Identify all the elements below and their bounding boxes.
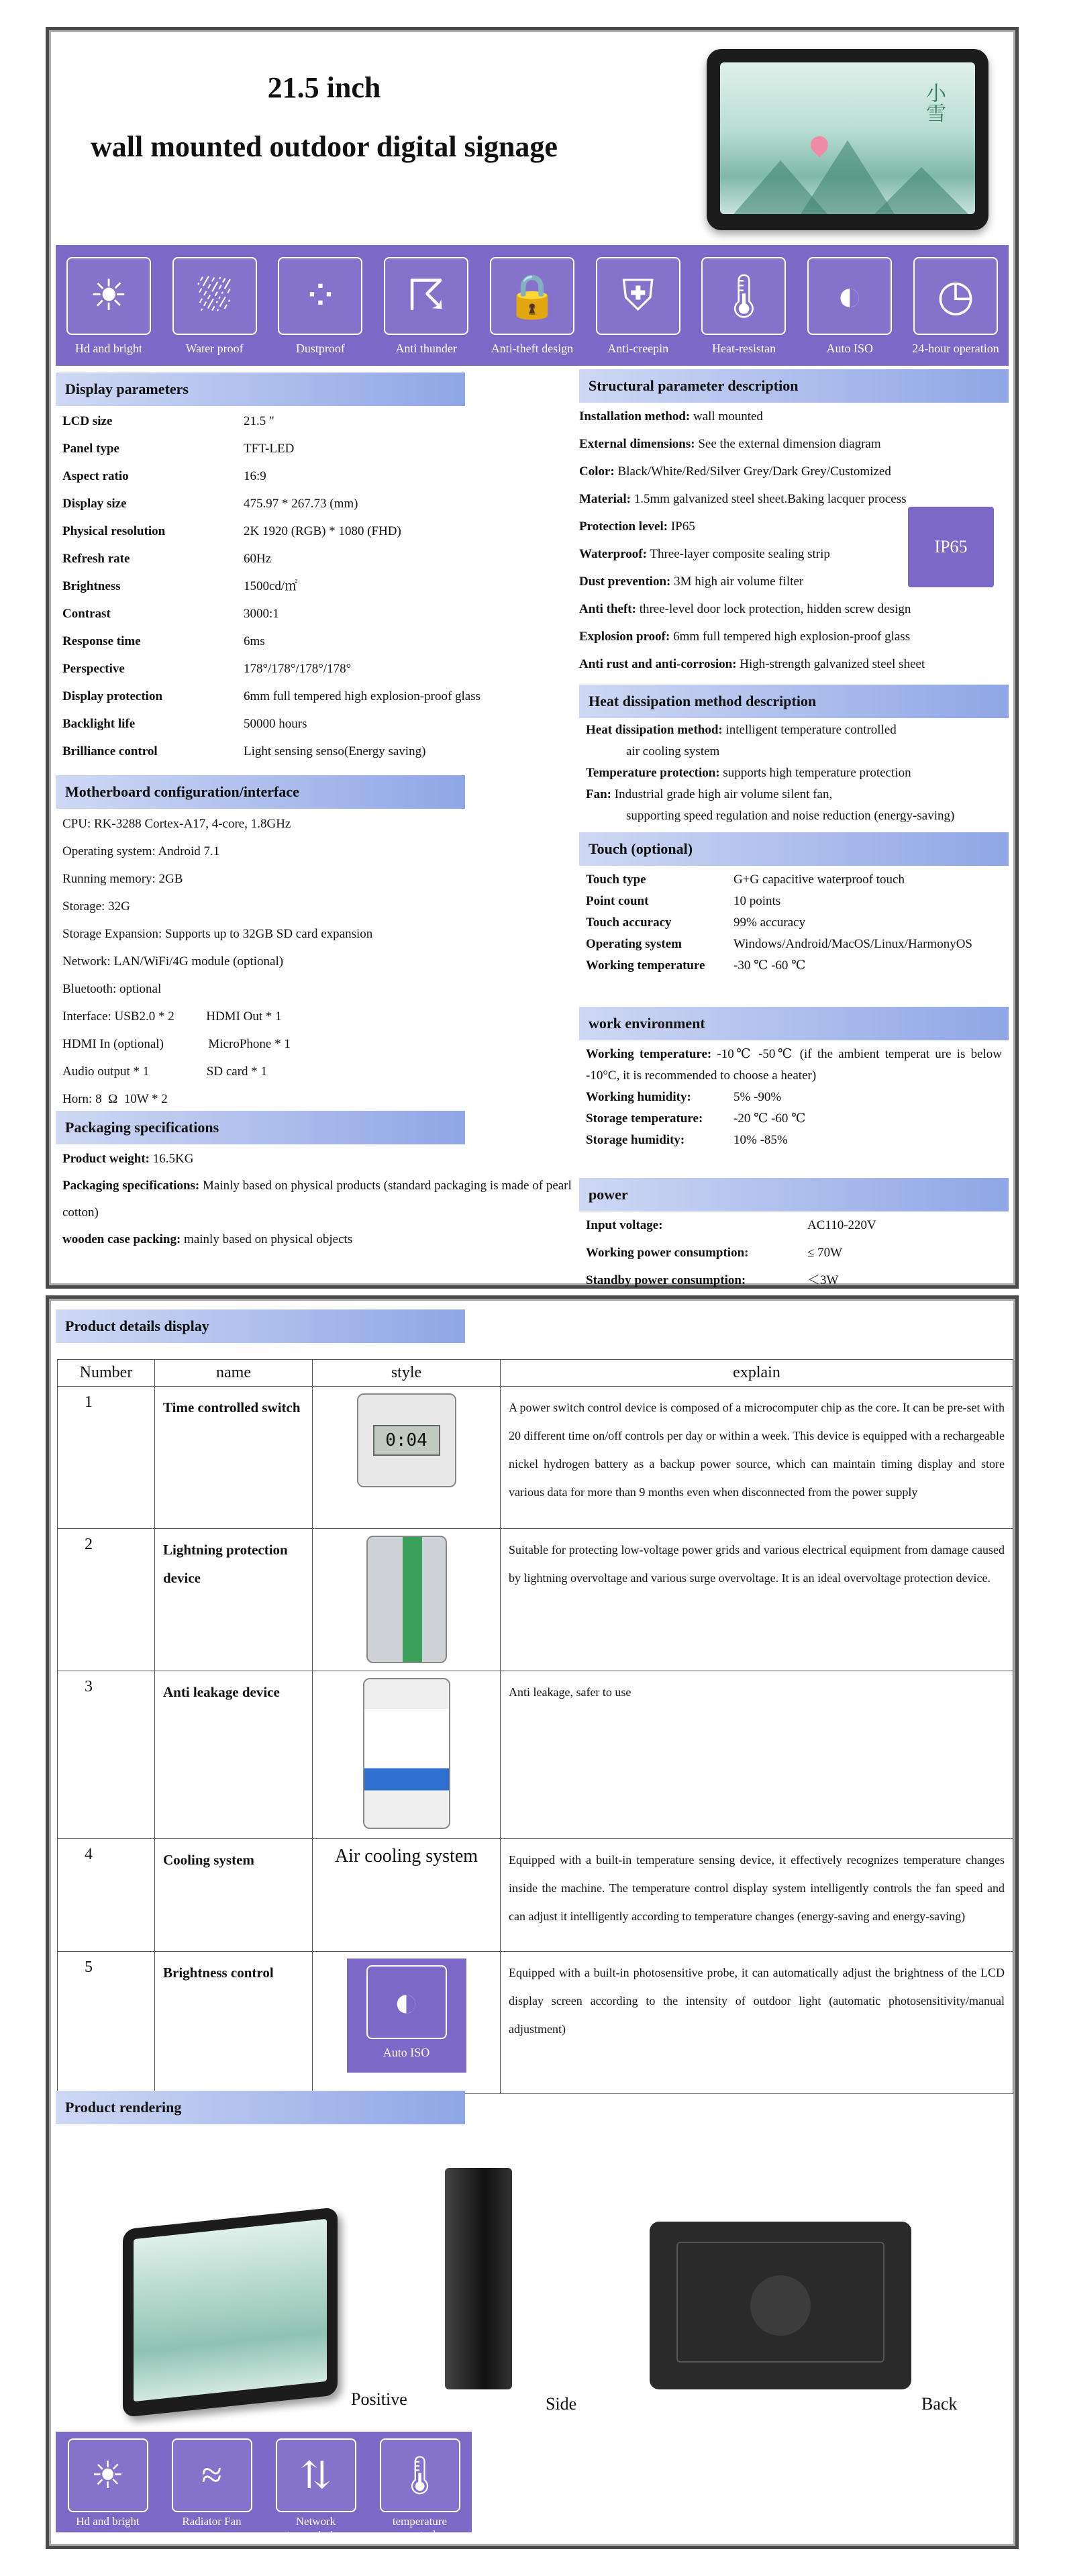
- motherboard-list: [62, 810, 593, 1113]
- spec-value: 16:9: [244, 469, 266, 483]
- spec-key: Working temperature: [586, 958, 705, 973]
- auto-iso-label: Auto ISO: [383, 2046, 430, 2059]
- spec-key: Installation method:: [579, 409, 691, 424]
- ip65-badge: [908, 507, 994, 587]
- col-style: style: [313, 1360, 501, 1387]
- motherboard-line: CPU: RK-3288 Cortex-A17, 4-core, 1.8GHz: [62, 817, 291, 831]
- spec-row: [579, 595, 1015, 623]
- display-parameters-heading: Display parameters: [56, 373, 465, 406]
- spec-value: air cooling system: [626, 744, 720, 758]
- env-temp-value: -10℃ -50℃ (if the ambient temperat ure is below -10°C, it is recommended to choose a heater): [586, 1047, 1002, 1083]
- spec-value: ≤ 70W: [807, 1246, 843, 1260]
- spec-key: LCD size: [62, 414, 113, 428]
- lock-icon: 🔒: [490, 257, 574, 335]
- bottom-feature-tile: [376, 2438, 464, 2541]
- touch-heading: Touch (optional): [579, 832, 1009, 866]
- spec-key: Input voltage:: [586, 1218, 663, 1232]
- spec-value: 1500cd/㎡: [244, 579, 298, 593]
- spec-key: External dimensions:: [579, 437, 695, 451]
- spec-key: Material:: [579, 492, 631, 506]
- feature-icon-band: [56, 245, 1009, 366]
- spec-row: [586, 1087, 1002, 1108]
- spec-row: [586, 741, 1009, 762]
- surge-protector-image: [313, 1529, 501, 1671]
- heat-dissipation-list: [586, 720, 1009, 827]
- arrows-icon: ⇅: [276, 2438, 356, 2512]
- spec-value: AC110-220V: [807, 1218, 876, 1232]
- spec-value: 6ms: [244, 634, 265, 648]
- page-title-line1: 21.5 inch: [267, 71, 381, 104]
- feature-tile: [806, 257, 893, 356]
- ip65-badge-text: IP65: [934, 537, 968, 556]
- spec-row: [579, 403, 1015, 430]
- product-rendering-heading: Product rendering: [56, 2091, 465, 2124]
- spec-key: Standby power consumption:: [586, 1273, 746, 1287]
- product-details-table: [57, 1359, 1013, 2094]
- dust-grid-icon: ⁘: [278, 257, 362, 335]
- product-details-heading: Product details display: [56, 1309, 465, 1343]
- bottom-feature-tile: [168, 2438, 256, 2532]
- spec-row: [62, 738, 599, 765]
- sun-icon: ☀: [68, 2438, 148, 2512]
- spec-value: 6mm full tempered high explosion-proof glass: [244, 689, 481, 703]
- spec-key: Aspect ratio: [62, 469, 129, 483]
- spec-row: [62, 490, 599, 517]
- auto-iso-tile: [313, 1952, 501, 2094]
- spec-value: 1.5mm galvanized steel sheet.Baking lacquer process: [631, 492, 907, 506]
- spec-row: [586, 720, 1009, 741]
- water-drops-icon: ⛆: [172, 257, 257, 335]
- bottom-feature-tile: [64, 2438, 152, 2532]
- thermometer-icon: 🌡: [701, 257, 786, 335]
- spec-key: Brightness: [62, 579, 121, 593]
- spec-row: [586, 1130, 1002, 1151]
- row-number: 3: [58, 1671, 155, 1839]
- spec-key: Point count: [586, 894, 649, 908]
- env-temp-key: Working temperature:: [586, 1047, 712, 1061]
- spec-value: 60Hz: [244, 552, 272, 566]
- spec-value: 3000:1: [244, 607, 279, 621]
- spec-key: Explosion proof:: [579, 630, 670, 644]
- spec-row: [586, 784, 1009, 805]
- spec-row: [62, 1173, 593, 1226]
- spec-value: 5% -90%: [733, 1090, 782, 1104]
- row-number: 4: [58, 1839, 155, 1952]
- page-title-line2: wall mounted outdoor digital signage: [91, 130, 558, 163]
- caption-back: Back: [921, 2394, 958, 2414]
- spec-key: Fan:: [586, 787, 611, 801]
- table-row: [58, 1952, 1013, 2094]
- back-view-image: [650, 2222, 911, 2389]
- leakage-breaker-image: [313, 1671, 501, 1839]
- details-panel: [46, 1295, 1019, 2549]
- touch-list: [586, 869, 1015, 977]
- spec-value: -30 ℃ -60 ℃: [733, 958, 806, 973]
- row-name: Brightness control: [155, 1952, 313, 2094]
- spec-row: [62, 462, 599, 490]
- hero-product-image: [707, 49, 988, 230]
- table-row: [58, 1671, 1013, 1839]
- feature-label: Hd and bright: [74, 342, 142, 355]
- display-parameters-list: [62, 407, 599, 765]
- row-name: Time controlled switch: [155, 1387, 313, 1529]
- feature-tile: [912, 257, 999, 356]
- spec-row: [62, 573, 599, 600]
- spec-key: Touch accuracy: [586, 915, 672, 930]
- spec-key: Storage humidity:: [586, 1133, 685, 1147]
- packaging-heading: Packaging specifications: [56, 1111, 465, 1144]
- row-number: 2: [58, 1529, 155, 1671]
- row-name: Lightning protection device: [155, 1529, 313, 1671]
- spec-value: TFT-LED: [244, 442, 295, 456]
- spec-value: wall mounted: [690, 409, 763, 424]
- row-explain: Equipped with a built-in temperature sensing device, it effectively recognizes temperature changes inside the machine. The temperature control display system intelligently controls the fan speed and can adjust it intelligently according to temperature changes (energy-saving and energy-saving): [501, 1839, 1013, 1952]
- spec-row: [579, 623, 1015, 650]
- feature-label: Anti thunder: [395, 342, 457, 355]
- spec-value: mainly based on physical objects: [181, 1232, 353, 1246]
- shield-icon: ⛨: [596, 257, 680, 335]
- bottom-feature-label: temperature control: [392, 2515, 448, 2541]
- spec-row: [579, 458, 1015, 485]
- spec-value: Windows/Android/MacOS/Linux/HarmonyOS: [733, 937, 972, 951]
- spec-row: [579, 430, 1015, 458]
- feature-label: Auto ISO: [826, 342, 873, 355]
- spec-row: [62, 545, 599, 573]
- feature-tile: [276, 257, 364, 356]
- spec-row: [579, 650, 1015, 678]
- spec-value: Mainly based on physical products (standard packaging is made of pearl cotton): [62, 1179, 572, 1220]
- spec-row: [586, 1108, 1002, 1130]
- spec-row: [586, 955, 1015, 977]
- heat-dissipation-heading: Heat dissipation method description: [579, 685, 1009, 718]
- row-explain: Equipped with a built-in photosensitive probe, it can automatically adjust the brightness of the LCD display screen according to the intensity of outdoor light (automatic photosensitivity/manual adjustment): [501, 1952, 1013, 2094]
- spec-key: wooden case packing:: [62, 1232, 181, 1246]
- spec-row: [586, 891, 1015, 912]
- row-name: Anti leakage device: [155, 1671, 313, 1839]
- spec-key: Contrast: [62, 607, 111, 621]
- spec-key: Operating system: [586, 937, 682, 951]
- motherboard-line: Bluetooth: optional: [62, 982, 162, 996]
- bottom-feature-label: Radiator Fan: [182, 2515, 242, 2528]
- spec-value: intelligent temperature controlled: [722, 723, 897, 737]
- power-list: [586, 1211, 1015, 1294]
- spec-key: Perspective: [62, 662, 125, 676]
- table-row: [58, 1387, 1013, 1529]
- spec-key: Physical resolution: [62, 524, 166, 538]
- hero-screen-text: 小雪: [922, 83, 946, 123]
- spec-row: [586, 1239, 1015, 1267]
- thermometer-icon: 🌡: [380, 2438, 460, 2512]
- spec-value: 21.5 ": [244, 414, 274, 428]
- spec-value: 3M high air volume filter: [670, 575, 804, 589]
- spec-row: [62, 407, 599, 435]
- spec-value: Light sensing senso(Energy saving): [244, 744, 426, 758]
- motherboard-line: Storage Expansion: Supports up to 32GB SD card expansion: [62, 927, 373, 941]
- spec-value: three-level door lock protection, hidden screw design: [636, 602, 911, 616]
- motherboard-line: HDMI In (optional) MicroPhone * 1: [62, 1037, 291, 1051]
- spec-value: IP65: [668, 519, 695, 534]
- positive-view-image: [123, 2207, 338, 2418]
- spec-key: Display protection: [62, 689, 163, 703]
- spec-row: [586, 1267, 1015, 1294]
- spec-key: Protection level:: [579, 519, 668, 534]
- spec-key: Color:: [579, 464, 615, 479]
- spec-row: [62, 655, 599, 683]
- spec-value: See the external dimension diagram: [695, 437, 881, 451]
- row-number: 5: [58, 1952, 155, 2094]
- bottom-feature-band: [56, 2432, 472, 2541]
- row-explain: Suitable for protecting low-voltage power grids and various electrical equipment from damage caused by lightning overvoltage and various surge overvoltage. It is an ideal overvoltage protection device.: [501, 1529, 1013, 1671]
- spec-key: Anti theft:: [579, 602, 636, 616]
- spec-value: High-strength galvanized steel sheet: [736, 657, 925, 671]
- half-sun-icon: ◐: [807, 257, 892, 335]
- spec-key: Refresh rate: [62, 552, 130, 566]
- spec-row: [586, 912, 1015, 934]
- spec-sheet-panel: [46, 27, 1019, 1289]
- spec-key: Response time: [62, 634, 141, 648]
- spec-key: Heat dissipation method:: [586, 723, 723, 737]
- spec-value: Industrial grade high air volume silent fan,: [611, 787, 833, 801]
- sun-icon: ☀: [66, 257, 151, 335]
- spec-key: Backlight life: [62, 717, 136, 731]
- structural-heading: Structural parameter description: [579, 369, 1009, 403]
- motherboard-line: Storage: 32G: [62, 899, 130, 913]
- row-explain: Anti leakage, safer to use: [501, 1671, 1013, 1839]
- col-number: Number: [58, 1360, 155, 1387]
- spec-value: 10% -85%: [733, 1133, 788, 1147]
- col-explain: explain: [501, 1360, 1013, 1387]
- row-number: 1: [58, 1387, 155, 1529]
- feature-tile: [383, 257, 470, 356]
- spec-key: Working power consumption:: [586, 1246, 749, 1260]
- spec-value: 16.5KG: [150, 1152, 194, 1166]
- spec-value: ＜3W: [807, 1273, 839, 1287]
- work-environment-list: [586, 1044, 1002, 1151]
- bottom-feature-tile: [272, 2438, 360, 2541]
- feature-tile: [489, 257, 576, 356]
- spec-value: G+G capacitive waterproof touch: [733, 873, 905, 887]
- feature-tile: [595, 257, 682, 356]
- feature-tile: [65, 257, 152, 356]
- feature-label: Heat-resistan: [711, 342, 776, 355]
- spec-value: 6mm full tempered high explosion-proof glass: [670, 630, 911, 644]
- spec-row: [586, 934, 1015, 955]
- caption-side: Side: [546, 2394, 577, 2414]
- spec-key: Display size: [62, 497, 127, 511]
- spec-key: Storage temperature:: [586, 1111, 703, 1126]
- spec-value: -20 ℃ -60 ℃: [733, 1111, 806, 1126]
- bottom-feature-label: Hd and bright: [76, 2515, 140, 2528]
- feature-label: 24-hour operation: [912, 342, 999, 355]
- spec-row: [586, 869, 1015, 891]
- spec-row: [62, 435, 599, 462]
- feature-label: Water proof: [185, 342, 244, 355]
- side-view-image: [445, 2168, 512, 2389]
- spec-row: [586, 762, 1009, 784]
- table-row: [58, 1529, 1013, 1671]
- feature-label: Dustproof: [295, 342, 345, 355]
- spec-key: Product weight:: [62, 1152, 150, 1166]
- spec-key: Brilliance control: [62, 744, 158, 758]
- feature-label: Anti-theft design: [491, 342, 574, 355]
- spec-value: Black/White/Red/Silver Grey/Dark Grey/Customized: [614, 464, 891, 479]
- spec-value: 178°/178°/178°/178°: [244, 662, 352, 676]
- spec-value: 10 points: [733, 894, 781, 908]
- motherboard-line: Network: LAN/WiFi/4G module (optional): [62, 954, 284, 969]
- spec-value: 2K 1920 (RGB) * 1080 (FHD): [244, 524, 401, 538]
- work-environment-heading: work environment: [579, 1007, 1009, 1040]
- spec-value: 475.97 * 267.73 (mm): [244, 497, 358, 511]
- spec-key: Temperature protection:: [586, 766, 720, 780]
- table-row: [58, 1839, 1013, 1952]
- motherboard-heading: Motherboard configuration/interface: [56, 775, 465, 809]
- motherboard-line: Running memory: 2GB: [62, 872, 183, 886]
- row-style: Air cooling system: [313, 1839, 501, 1952]
- feature-tile: [171, 257, 258, 356]
- feature-tile: [700, 257, 787, 356]
- spec-row: [62, 600, 599, 628]
- spec-row: [62, 628, 599, 655]
- spec-value: 99% accuracy: [733, 915, 806, 930]
- packaging-list: [62, 1146, 593, 1253]
- motherboard-line: Audio output * 1 SD card * 1: [62, 1064, 268, 1079]
- spec-row: [62, 683, 599, 710]
- spec-value: 50000 hours: [244, 717, 307, 731]
- timer-lcd: 0:04: [373, 1425, 440, 1456]
- spec-key: Waterproof:: [579, 547, 647, 561]
- spec-key: Panel type: [62, 442, 119, 456]
- hero-screen: [720, 62, 975, 214]
- spec-row: [586, 805, 1009, 827]
- spec-key: Anti rust and anti-corrosion:: [579, 657, 737, 671]
- fan-icon: ≈: [172, 2438, 252, 2512]
- feature-label: Anti-creepin: [607, 342, 669, 355]
- spec-key: Touch type: [586, 873, 646, 887]
- spec-row: [62, 1226, 593, 1253]
- half-sun-icon: ◐: [366, 1965, 447, 2039]
- spec-row: [62, 517, 599, 545]
- motherboard-line: Interface: USB2.0 * 2 HDMI Out * 1: [62, 1009, 282, 1024]
- caption-positive: Positive: [351, 2389, 407, 2409]
- col-name: name: [155, 1360, 313, 1387]
- spec-value: supports high temperature protection: [719, 766, 911, 780]
- spec-row: [62, 710, 599, 738]
- spec-key: Working humidity:: [586, 1090, 691, 1104]
- spec-key: Packaging specifications:: [62, 1179, 200, 1193]
- spec-value: Three-layer composite sealing strip: [646, 547, 830, 561]
- motherboard-line: Operating system: Android 7.1: [62, 844, 220, 858]
- spec-row: [586, 1211, 1015, 1239]
- row-explain: A power switch control device is composed of a microcomputer chip as the core. It can be pre-set with 20 different time on/off controls per day or within a week. This device is equipped with a rechargeable nickel hydrogen battery as a backup power source, which can maintain timing display and store various data for more than 9 months even when disconnected from the power supply: [501, 1387, 1013, 1529]
- timer-switch-image: [313, 1387, 501, 1529]
- bottom-feature-label: Network transmission: [287, 2515, 345, 2541]
- row-name: Cooling system: [155, 1839, 313, 1952]
- cloud-lightning-icon: ☈: [384, 257, 468, 335]
- spec-key: Dust prevention:: [579, 575, 671, 589]
- spec-value: supporting speed regulation and noise reduction (energy-saving): [626, 809, 955, 823]
- clock-icon: ◷: [913, 257, 998, 335]
- spec-row: [62, 1146, 593, 1173]
- motherboard-line: Horn: 8 Ω 10W * 2: [62, 1092, 168, 1106]
- power-heading: power: [579, 1178, 1009, 1211]
